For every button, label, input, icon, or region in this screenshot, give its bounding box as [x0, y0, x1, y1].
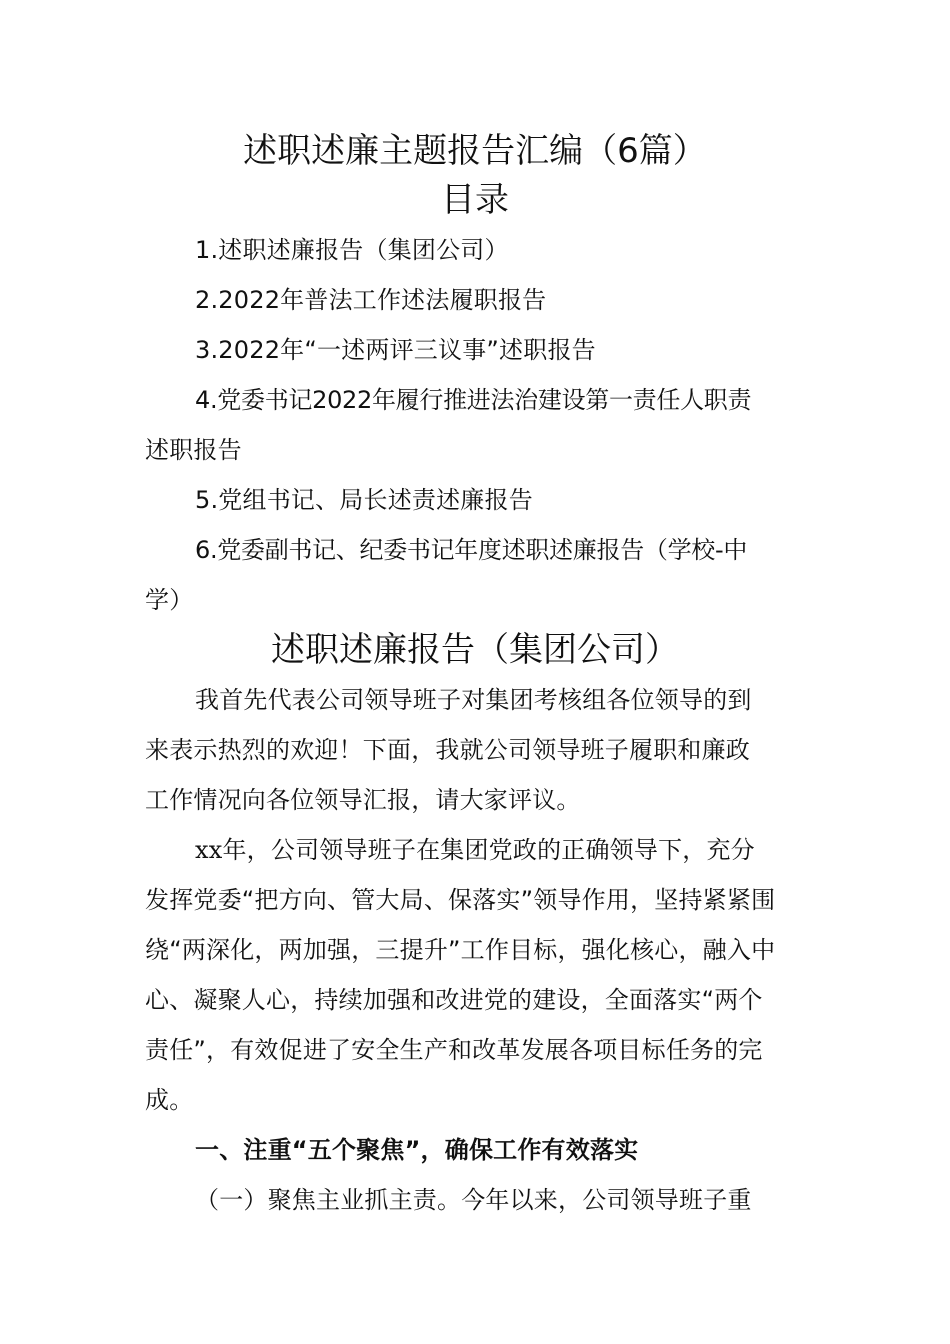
- paragraph-2-line-4: 心、凝聚人心，持续加强和改进党的建设，全面落实“两个: [145, 986, 763, 1014]
- toc-item-6-line-1: 6.党委副书记、纪委书记年度述职述廉报告（学校-中: [195, 536, 748, 564]
- toc-item-2: 2.2022年普法工作述法履职报告: [195, 286, 547, 314]
- toc-item-1: 1.述职述廉报告（集团公司）: [195, 236, 509, 264]
- heading-1: 一、注重“五个聚焦”，确保工作有效落实: [195, 1136, 639, 1164]
- paragraph-3-line-1: （一）聚焦主业抓主责。今年以来，公司领导班子重: [195, 1186, 752, 1214]
- paragraph-1-line-1: 我首先代表公司领导班子对集团考核组各位领导的到: [195, 686, 752, 714]
- section-title: 述职述廉报告（集团公司）: [271, 630, 679, 670]
- paragraph-2-line-3: 绕“两深化，两加强，三提升”工作目标，强化核心，融入中: [145, 936, 776, 964]
- toc-item-4-line-1: 4.党委书记2022年履行推进法治建设第一责任人职责: [195, 386, 752, 414]
- paragraph-2-line-1-text: 年，公司领导班子在集团党政的正确领导下，充分: [222, 836, 755, 864]
- toc-item-3: 3.2022年“一述两评三议事”述职报告: [195, 336, 596, 364]
- paragraph-2-line-5: 责任”，有效促进了安全生产和改革发展各项目标任务的完: [145, 1036, 763, 1064]
- toc-title: 目录: [441, 180, 509, 220]
- paragraph-2-line-2: 发挥党委“把方向、管大局、保落实”领导作用，坚持紧紧围: [145, 886, 776, 914]
- paragraph-1-line-2: 来表示热烈的欢迎！下面，我就公司领导班子履职和廉政: [145, 736, 750, 764]
- toc-item-6-line-2: 学）: [145, 586, 194, 614]
- paragraph-2-line-6: 成。: [145, 1086, 194, 1114]
- year-placeholder: xx: [195, 836, 223, 864]
- toc-item-4-line-2: 述职报告: [145, 436, 242, 464]
- paragraph-1-line-3: 工作情况向各位领导汇报，请大家评议。: [145, 786, 581, 814]
- document-main-title: 述职述廉主题报告汇编（6篇）: [243, 131, 707, 171]
- toc-item-5: 5.党组书记、局长述责述廉报告: [195, 486, 533, 514]
- paragraph-2-line-1: [195, 832, 755, 868]
